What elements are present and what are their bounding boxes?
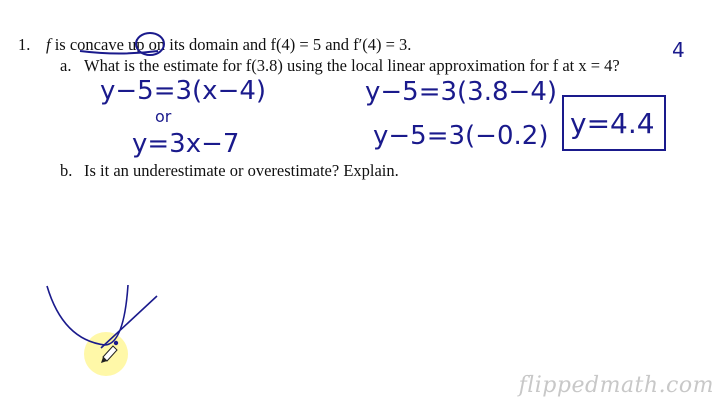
- underline-mark: [80, 51, 158, 54]
- watermark: flippedmath.com: [518, 373, 714, 398]
- problem-stem: is concave up on its domain and f(4) = 5 and f′(4) = 3.: [54, 35, 412, 54]
- stem-variable: f: [46, 35, 51, 54]
- equation-substituted: y−5=3(3.8−4): [365, 77, 558, 107]
- equation-simplified: y−5=3(−0.2): [373, 121, 549, 151]
- equation-point-slope: y−5=3(x−4): [100, 76, 267, 106]
- part-b-label: b.: [60, 161, 73, 180]
- or-text: or: [155, 107, 172, 126]
- part-a-label: a.: [60, 56, 72, 75]
- answer-text: y=4.4: [570, 107, 655, 140]
- correction-digit: 4: [672, 38, 685, 62]
- part-a-question: What is the estimate for f(3.8) using the local linear approximation for f at x = 4?: [84, 56, 620, 75]
- tangent-line: [101, 296, 157, 348]
- problem-number: 1.: [18, 35, 31, 54]
- tangent-point: [114, 341, 118, 345]
- equation-slope-intercept: y=3x−7: [132, 129, 240, 159]
- part-b-question: Is it an underestimate or overestimate? Explain.: [84, 161, 399, 180]
